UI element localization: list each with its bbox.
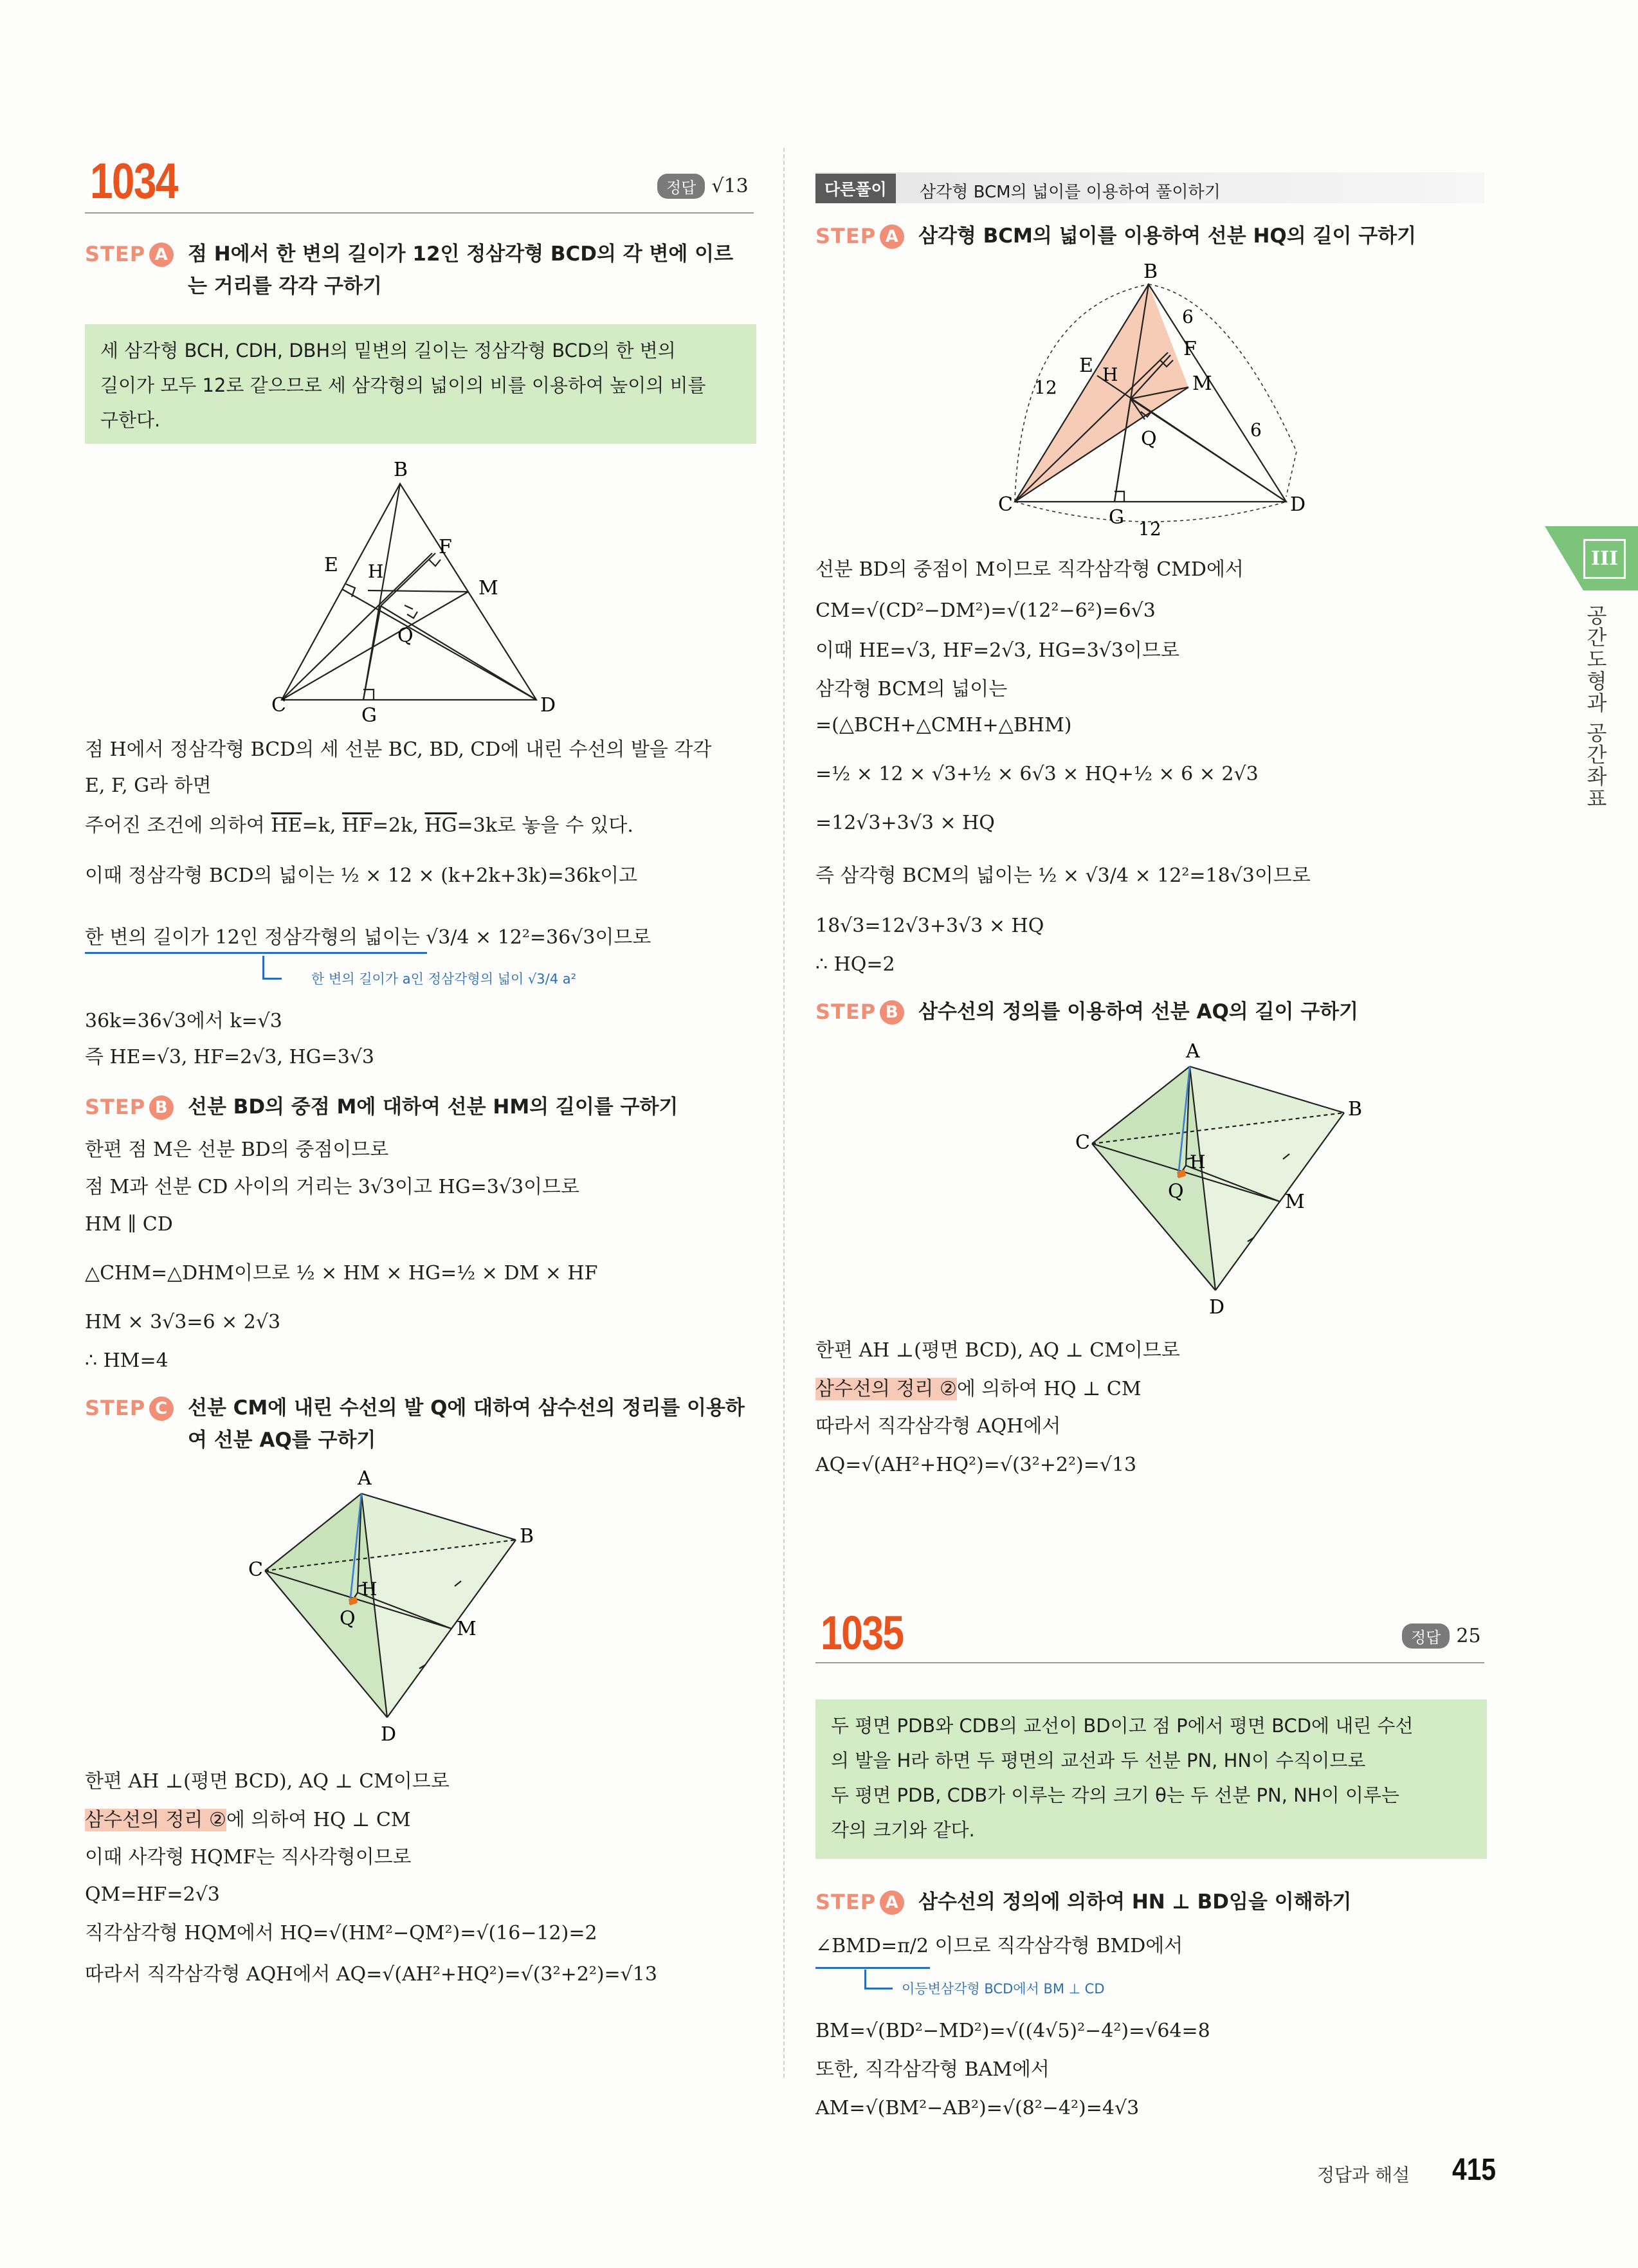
- answer-badge: 정답: [657, 174, 705, 199]
- text-line: CM=√(CD²−DM²)=√(12²−6²)=6√3: [815, 599, 1156, 622]
- step-a-1035: [815, 1886, 1489, 1918]
- label-twelve-bottom: 12: [1138, 518, 1161, 540]
- hint-line: 의 발을 H라 하면 두 평면의 교선과 두 선분 PN, HN이 수직이므로: [831, 1750, 1366, 1771]
- hint-line: 두 평면 PDB, CDB가 이루는 각의 크기 θ는 두 선분 PN, NH이 이루는: [831, 1784, 1399, 1806]
- figure-tetrahedron: [239, 1460, 689, 1756]
- label-G: G: [1109, 506, 1124, 529]
- step-label: STEP A: [815, 220, 904, 252]
- underline-blue: [85, 952, 427, 954]
- text-line: 직각삼각형 HQM에서 HQ=√(HM²−QM²)=√(16−12)=2: [85, 1922, 597, 1944]
- alt-step-a-text: 삼각형 BCM의 넓이를 이용하여 선분 HQ의 길이 구하기: [918, 224, 1417, 248]
- note-arrow: [262, 978, 282, 980]
- text-line: ∴ HM=4: [85, 1349, 168, 1372]
- label-Q: Q: [1168, 1180, 1184, 1203]
- label-H: H: [1102, 364, 1118, 385]
- step-label: STEP A: [815, 1886, 904, 1918]
- label-H: H: [368, 561, 384, 582]
- note-equilateral-area: 한 변의 길이가 a인 정삼각형의 넓이 √3/4 a²: [311, 971, 577, 987]
- step-c-text-1: 선분 CM에 내린 수선의 발 Q에 대하여 삼수선의 정리를 이용하: [188, 1396, 745, 1420]
- answer-value: 25: [1456, 1625, 1481, 1647]
- alt-step-b-text: 삼수선의 정의를 이용하여 선분 AQ의 길이 구하기: [918, 1000, 1359, 1023]
- text-line: =12√3+3√3 × HQ: [815, 812, 995, 834]
- text-line: 삼수선의 정리 ②에 의하여 HQ ⊥ CM: [85, 1809, 411, 1831]
- text-line: △CHM=△DHM이므로 ½ × HM × HG=½ × DM × HF: [85, 1262, 598, 1285]
- text-line: HM × 3√3=6 × 2√3: [85, 1311, 281, 1333]
- label-H: H: [361, 1578, 378, 1600]
- label-C: C: [998, 493, 1013, 516]
- label-E: E: [1079, 354, 1093, 377]
- label-B: B: [1143, 261, 1158, 283]
- label-H: H: [1190, 1151, 1206, 1173]
- answer-1034: [657, 174, 749, 199]
- text-line: 즉 HE=√3, HF=2√3, HG=3√3: [85, 1046, 375, 1068]
- label-D: D: [1290, 493, 1306, 516]
- label-B: B: [394, 459, 408, 481]
- step-b-text: 선분 BD의 중점 M에 대하여 선분 HM의 길이를 구하기: [188, 1095, 678, 1119]
- text-line: 점 H에서 정삼각형 BCD의 세 선분 BC, BD, CD에 내린 수선의 발을 각각: [85, 738, 712, 761]
- text-line: 한편 점 M은 선분 BD의 중점이므로: [85, 1139, 389, 1161]
- text-line: BM=√(BD²−MD²)=√((4√5)²−4²)=√64=8: [815, 2020, 1210, 2042]
- label-C: C: [1075, 1131, 1090, 1154]
- text-line: 이때 사각형 HQMF는 직사각형이므로: [85, 1846, 412, 1869]
- figure-equilateral-triangle: [271, 457, 567, 727]
- text-line: 따라서 직각삼각형 AQH에서: [815, 1415, 1061, 1438]
- text-line: 주어진 조건에 의하여 $\overline{HE}=k$, $\overline{HF}=2k$, $\overline{HG}=3k$로 놓을 수 있다.: [85, 814, 633, 837]
- problem-number-1035: 1035: [821, 1606, 904, 1660]
- step-c-text-2: 여 선분 AQ를 구하기: [188, 1429, 376, 1452]
- footer-label: 정답과 해설: [1317, 2164, 1410, 2186]
- text-line: QM=HF=2√3: [85, 1883, 220, 1906]
- text-line: 즉 삼각형 BCM의 넓이는 ½ × √3/4 × 12²=18√3이므로: [815, 864, 1311, 887]
- hint-line: 길이가 모두 12로 같으므로 세 삼각형의 넓이의 비를 이용하여 높이의 비를: [100, 374, 706, 396]
- highlight-theorem: 삼수선의 정리 ②: [85, 1809, 226, 1831]
- label-Q: Q: [1141, 428, 1157, 450]
- hint-line: 구한다.: [100, 409, 161, 431]
- text-line: 또한, 직각삼각형 BAM에서: [815, 2058, 1050, 2081]
- hint-box-1034: [85, 324, 756, 444]
- alt-solution-tag: 다른풀이: [815, 174, 896, 203]
- hint-line: 세 삼각형 BCH, CDH, DBH의 밑변의 길이는 정삼각형 BCD의 한 변의: [100, 340, 676, 361]
- label-G: G: [361, 704, 377, 727]
- note-isosceles: 이등변삼각형 BCD에서 BM ⊥ CD: [902, 1981, 1105, 1997]
- figure-triangle-bcm: [996, 259, 1317, 542]
- note-arrow: [262, 956, 264, 979]
- text-line: 한편 AH ⊥(평면 BCD), AQ ⊥ CM이므로: [85, 1770, 450, 1793]
- step-a-1034: [85, 238, 759, 302]
- text-line: AQ=√(AH²+HQ²)=√(3²+2²)=√13: [815, 1454, 1137, 1476]
- label-six-bottom: 6: [1250, 419, 1262, 441]
- step-b-1034: [85, 1091, 759, 1123]
- hint-line: 각의 크기와 같다.: [831, 1819, 975, 1841]
- label-C: C: [248, 1559, 263, 1581]
- alt-step-b: [815, 996, 1489, 1028]
- text-line: 따라서 직각삼각형 AQH에서 AQ=√(AH²+HQ²)=√(3²+2²)=√13: [85, 1963, 657, 1986]
- text-line: 점 M과 선분 CD 사이의 거리는 3√3이고 HG=3√3이므로: [85, 1176, 580, 1198]
- label-D: D: [1209, 1296, 1225, 1319]
- problem-number-1034: 1034: [90, 152, 177, 209]
- chapter-numeral: III: [1583, 539, 1626, 579]
- text-line: =½ × 12 × √3+½ × 6√3 × HQ+½ × 6 × 2√3: [815, 763, 1259, 785]
- label-M: M: [457, 1618, 477, 1640]
- hint-line: 두 평면 PDB와 CDB의 교선이 BD이고 점 P에서 평면 BCD에 내린 수선: [831, 1715, 1414, 1737]
- step-label: STEP C: [85, 1392, 174, 1424]
- label-Q: Q: [397, 625, 414, 647]
- text-line: AM=√(BM²−AB²)=√(8²−4²)=4√3: [815, 2097, 1140, 2119]
- header-rule: [85, 212, 754, 214]
- column-divider: [783, 148, 785, 2078]
- label-twelve-left: 12: [1034, 377, 1057, 398]
- text-line: ∠BMD=π/2 이므로 직각삼각형 BMD에서: [815, 1935, 1183, 1957]
- text-line: ∴ HQ=2: [815, 953, 895, 976]
- label-M: M: [478, 577, 498, 599]
- step-c-1034: [85, 1392, 759, 1456]
- chapter-tab[interactable]: [1545, 526, 1638, 590]
- step-label: STEP B: [85, 1091, 174, 1123]
- text-line: 선분 BD의 중점이 M이므로 직각삼각형 CMD에서: [815, 558, 1244, 581]
- text-line: 삼각형 BCM의 넓이는: [815, 678, 1008, 700]
- highlight-theorem: 삼수선의 정리 ②: [815, 1378, 957, 1400]
- label-M: M: [1285, 1191, 1305, 1213]
- figure-tetrahedron-alt: [970, 1033, 1420, 1329]
- label-C: C: [271, 694, 286, 717]
- text-line: 18√3=12√3+3√3 × HQ: [815, 915, 1044, 937]
- label-D: D: [540, 694, 556, 717]
- text-line: HM ∥ CD: [85, 1213, 173, 1236]
- answer-1035: [1402, 1623, 1481, 1649]
- hint-box-1035: [815, 1699, 1487, 1859]
- label-F: F: [1183, 338, 1197, 360]
- label-F: F: [439, 536, 452, 558]
- step-a-1035-text: 삼수선의 정의에 의하여 HN ⊥ BD임을 이해하기: [918, 1890, 1352, 1914]
- answer-badge: 정답: [1402, 1623, 1450, 1649]
- text-line: E, F, G라 하면: [85, 774, 212, 797]
- label-B: B: [520, 1525, 534, 1548]
- step-label: STEP A: [85, 238, 174, 270]
- note-arrow: [864, 1988, 893, 1989]
- label-A: A: [358, 1467, 372, 1490]
- text-line: 이때 정삼각형 BCD의 넓이는 ½ × 12 × (k+2k+3k)=36k이고: [85, 864, 638, 887]
- step-a-text-1: 점 H에서 한 변의 길이가 12인 정삼각형 BCD의 각 변에 이르: [188, 242, 734, 266]
- alt-step-a: [815, 220, 1489, 252]
- text-line: 36k=36√3에서 k=√3: [85, 1010, 282, 1032]
- label-Q: Q: [340, 1607, 356, 1630]
- note-arrow: [864, 1970, 866, 1989]
- underline-blue: [815, 1967, 930, 1969]
- header-rule: [815, 1662, 1484, 1663]
- text-line: 이때 HE=√3, HF=2√3, HG=3√3이므로: [815, 639, 1179, 662]
- step-a-text-2: 는 거리를 각각 구하기: [188, 275, 382, 298]
- label-six-top: 6: [1182, 306, 1194, 327]
- text-line: =(△BCH+△CMH+△BHM): [815, 714, 1072, 736]
- label-D: D: [381, 1723, 397, 1746]
- text-line: 한편 AH ⊥(평면 BCD), AQ ⊥ CM이므로: [815, 1339, 1180, 1362]
- alt-solution-title: 삼각형 BCM의 넓이를 이용하여 풀이하기: [920, 183, 1221, 202]
- page-number: 415: [1452, 2153, 1497, 2187]
- step-label: STEP B: [815, 996, 904, 1028]
- label-A: A: [1186, 1040, 1200, 1063]
- text-line: 삼수선의 정리 ②에 의하여 HQ ⊥ CM: [815, 1378, 1142, 1400]
- label-E: E: [324, 554, 338, 576]
- label-M: M: [1192, 372, 1212, 395]
- answer-value: √13: [711, 175, 749, 197]
- text-line: 한 변의 길이가 12인 정삼각형의 넓이는 √3/4 × 12²=36√3이므로: [85, 926, 651, 949]
- chapter-label: 공간도형과 공간좌표: [1583, 605, 1608, 810]
- label-B: B: [1348, 1098, 1363, 1120]
